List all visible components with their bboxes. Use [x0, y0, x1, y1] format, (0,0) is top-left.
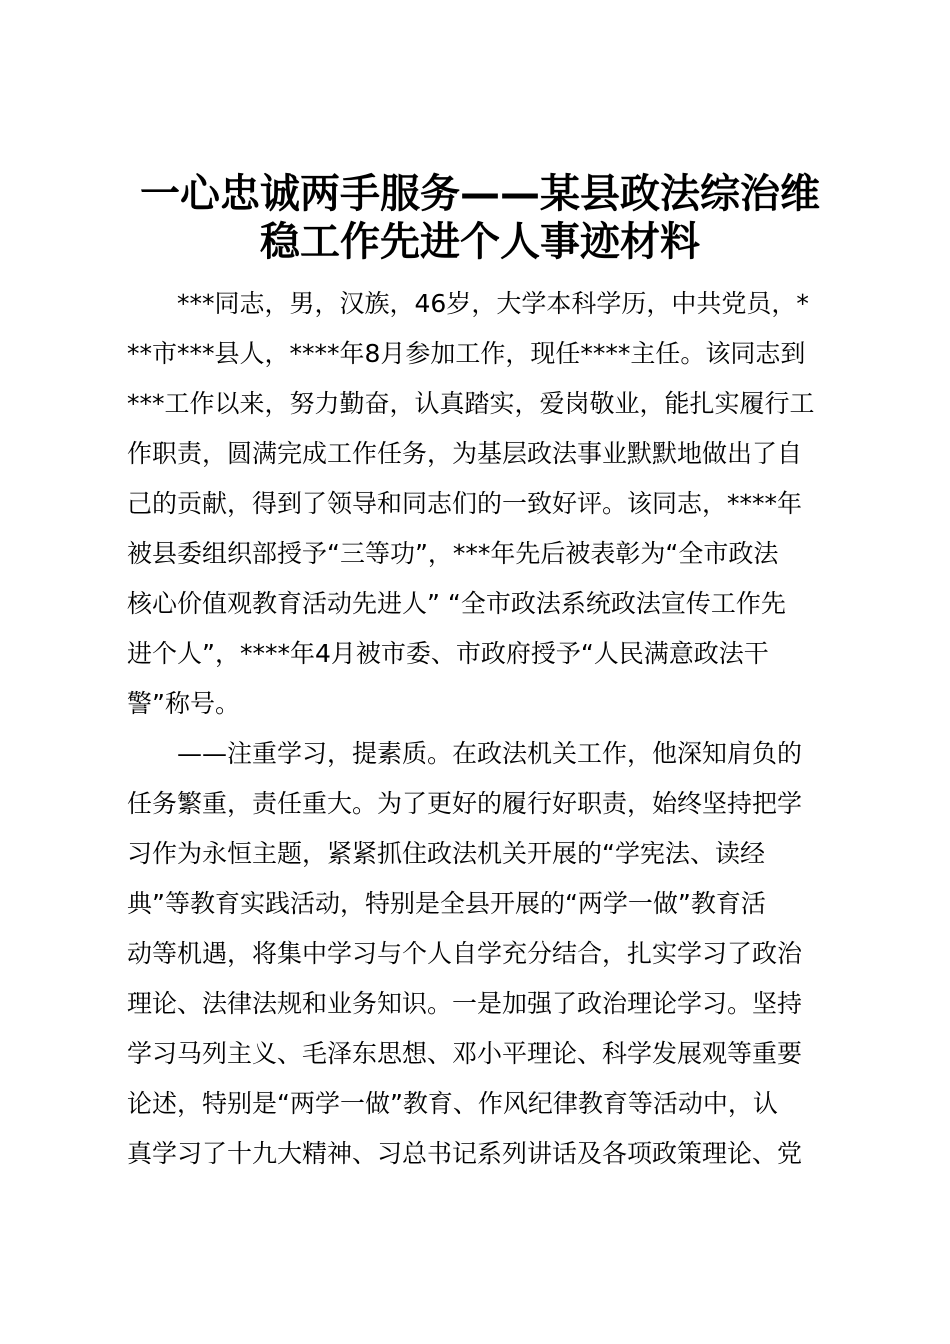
body-text-line: 己的贡献，得到了领导和同志们的一致好评。该同志，****年: [127, 489, 803, 518]
body-text-line: 警”称号。: [127, 689, 240, 718]
body-text-line: 论述，特别是“两学一做”教育、作风纪律教育等活动中，认: [127, 1089, 778, 1118]
body-text-line: 典”等教育实践活动，特别是全县开展的“两学一做”教育活: [127, 889, 766, 918]
body-text-line: **市***县人，****年8月参加工作，现任****主任。该同志到: [127, 339, 806, 368]
body-text-line: 进个人”，****年4月被市委、市政府授予“人民满意政法干: [127, 639, 769, 668]
body-text-line: 核心价值观教育活动先进人” “全市政法系统政法宣传工作先: [127, 589, 786, 618]
body-text-line: 任务繁重，责任重大。为了更好的履行好职责，始终坚持把学: [127, 789, 803, 818]
body-text-line: 动等机遇，将集中学习与个人自学充分结合，扎实学习了政治: [127, 939, 803, 968]
body-text-line: 学习马列主义、毛泽东思想、邓小平理论、科学发展观等重要: [127, 1039, 803, 1068]
body-text-line: ——注重学习，提素质。在政法机关工作，他深知肩负的: [127, 739, 803, 768]
body-text-line: 理论、法律法规和业务知识。一是加强了政治理论学习。坚持: [127, 989, 803, 1018]
body-text-line: 作职责，圆满完成工作任务，为基层政法事业默默地做出了自: [127, 439, 803, 468]
body-text-line: 真学习了十九大精神、习总书记系列讲话及各项政策理论、党: [127, 1139, 803, 1168]
document-title-line-1: 一心忠诚两手服务——某县政法综治维: [140, 171, 820, 217]
document-title-line-2: 稳工作先进个人事迹材料: [260, 219, 700, 265]
body-text-line: 被县委组织部授予“三等功”，***年先后被表彰为“全市政法: [127, 539, 779, 568]
body-text-line: ***同志，男，汉族，46岁，大学本科学历，中共党员，*: [127, 289, 809, 318]
body-text-line: 习作为永恒主题，紧紧抓住政法机关开展的“学宪法、读经: [127, 839, 765, 868]
body-text-line: ***工作以来，努力勤奋，认真踏实，爱岗敬业，能扎实履行工: [127, 389, 815, 418]
